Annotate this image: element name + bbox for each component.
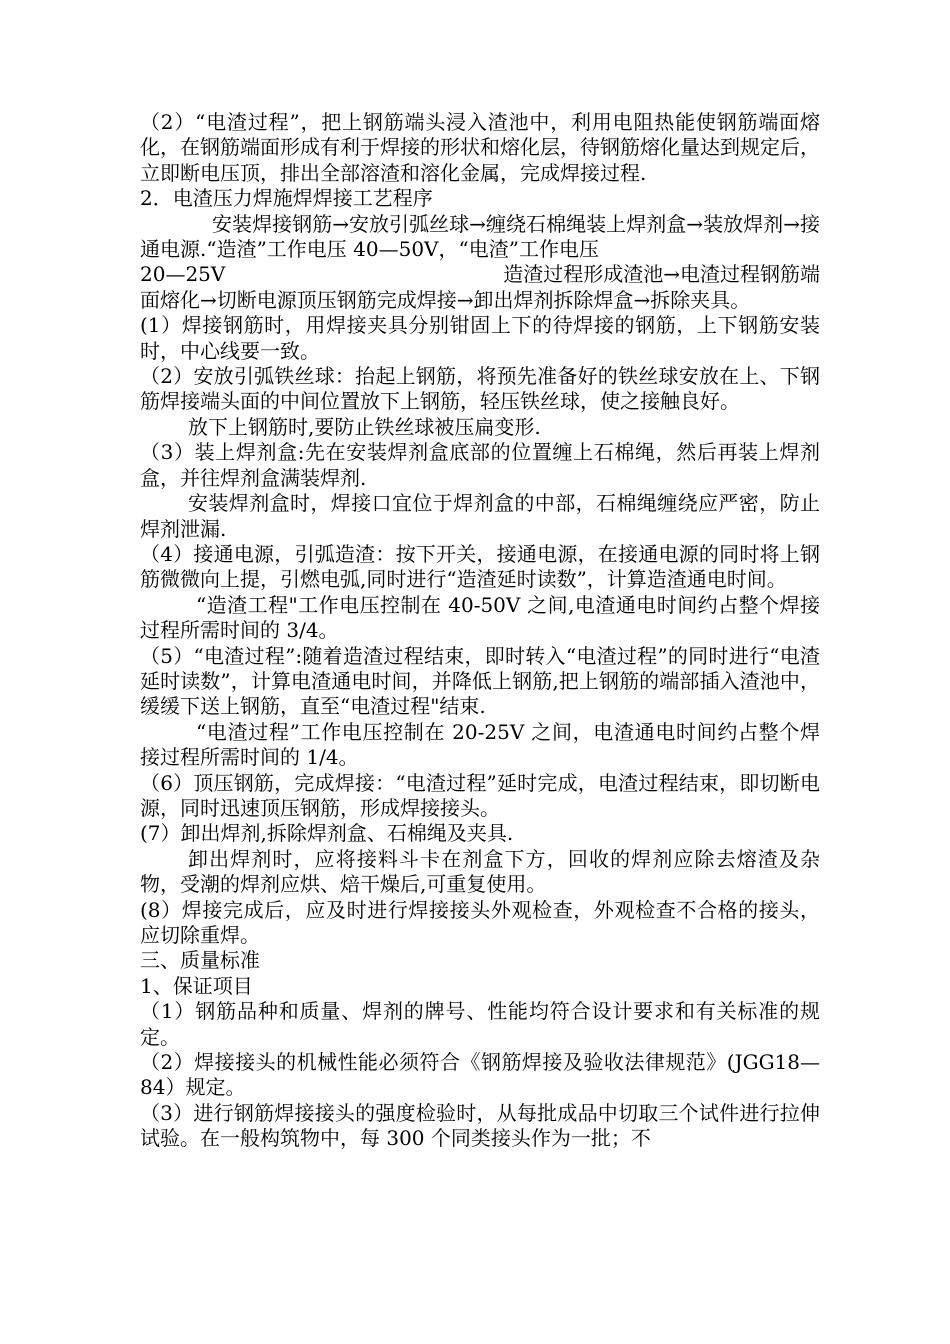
paragraph-step-7-note: 卸出焊剂时，应将接料斗卡在剂盒下方，回收的焊剂应除去熔渣及杂物，受潮的焊剂应烘、焙干燥后,可重复使用。	[140, 846, 820, 897]
paragraph-guarantee-1: （1）钢筋品种和质量、焊剂的牌号、性能均符合设计要求和有关标准的规定。	[140, 999, 820, 1049]
paragraph-step-3: （3）装上焊剂盒:先在安装焊剂盒底部的位置缠上石棉绳，然后再装上焊剂盒，并往焊剂盒满装焊剂.	[140, 440, 820, 490]
procedure-split-line	[140, 262, 820, 287]
heading-procedure: 2．电渣压力焊施焊焊接工艺程序	[140, 186, 433, 211]
paragraph-step-2: （2）安放引弧铁丝球：抬起上钢筋，将预先准备好的铁丝球安放在上、下钢筋焊接端头面的中间位置放下上钢筋，轻压铁丝球，使之接触良好。	[140, 364, 820, 414]
procedure-voltage-value: 20—25V	[140, 262, 226, 287]
paragraph-step-4: （4）接通电源，引弧造渣：按下开关，接通电源，在接通电源的同时将上钢筋微微向上提，引燃电弧,同时进行“造渣延时读数”，计算造渣通电时间。	[140, 541, 820, 592]
paragraph-step-2-note: 放下上钢筋时,要防止铁丝球被压扁变形.	[188, 414, 541, 439]
heading-quality-standard: 三、质量标准	[140, 948, 260, 973]
heading-guarantee-items: 1、保证项目	[140, 973, 253, 998]
paragraph-step-3-note: 安装焊剂盒时，焊接口宜位于焊剂盒的中部，石棉绳缠绕应严密，防止焊剂泄漏.	[140, 491, 820, 541]
procedure-continuation: 造渣过程形成渣池→电渣过程钢筋端	[503, 262, 820, 287]
paragraph-procedure-steps: 安装焊接钢筋→安放引弧丝球→缠绕石棉绳装上焊剂盒→装放焊剂→接通电源.“造渣”工作电压 40—50V，“电渣”工作电压	[140, 211, 820, 262]
paragraph-step-8: (8）焊接完成后，应及时进行焊接接头外观检查，外观检查不合格的接头，应切除重焊。	[140, 897, 820, 947]
paragraph-guarantee-3: （3）进行钢筋焊接接头的强度检验时，从每批成品中切取三个试件进行拉伸试验。在一般构筑物中，每 300 个同类接头作为一批；不	[140, 1100, 820, 1151]
paragraph-procedure-end: 面熔化→切断电源顶压钢筋完成焊接→卸出焊剂拆除焊盒→拆除夹具。	[140, 287, 751, 312]
document-page	[140, 110, 820, 1152]
paragraph-guarantee-2: （2）焊接接头的机械性能必须符合《钢筋焊接及验收法律规范》(JGG18—84）规定。	[140, 1050, 820, 1100]
paragraph-step-4-note: “造渣工程"工作电压控制在 40-50V 之间,电渣通电时间约占整个焊接过程所需时间的 3/4。	[140, 592, 820, 643]
paragraph-step-1: (1）焊接钢筋时，用焊接夹具分别钳固上下的待焊接的钢筋，上下钢筋安装时，中心线要一致。	[140, 313, 820, 363]
paragraph-step-5-note: “电渣过程”工作电压控制在 20-25V 之间，电渣通电时间约占整个焊接过程所需时间的 1/4。	[140, 719, 820, 770]
paragraph-electroslag-process: （2）“电渣过程”，把上钢筋端头浸入渣池中，利用电阻热能使钢筋端面熔化，在钢筋端面形成有利于焊接的形状和熔化层，待钢筋熔化量达到规定后，立即断电压顶，排出全部溶渣和溶化金属，完成焊接过程.	[140, 110, 820, 185]
paragraph-step-5: （5）“电渣过程”:随着造渣过程结束，即时转入“电渣过程”的同时进行“电渣延时读数”，计算电渣通电时间，并降低上钢筋,把上钢筋的端部插入渣池中，缓缓下送上钢筋，直至“电渣过程"结束.	[140, 643, 820, 719]
paragraph-step-7: (7）卸出焊剂,拆除焊剂盒、石棉绳及夹具.	[140, 821, 514, 846]
paragraph-step-6: （6）顶压钢筋，完成焊接：“电渣过程”延时完成，电渣过程结束，即切断电源，同时迅速顶压钢筋，形成焊接接头。	[140, 770, 820, 820]
